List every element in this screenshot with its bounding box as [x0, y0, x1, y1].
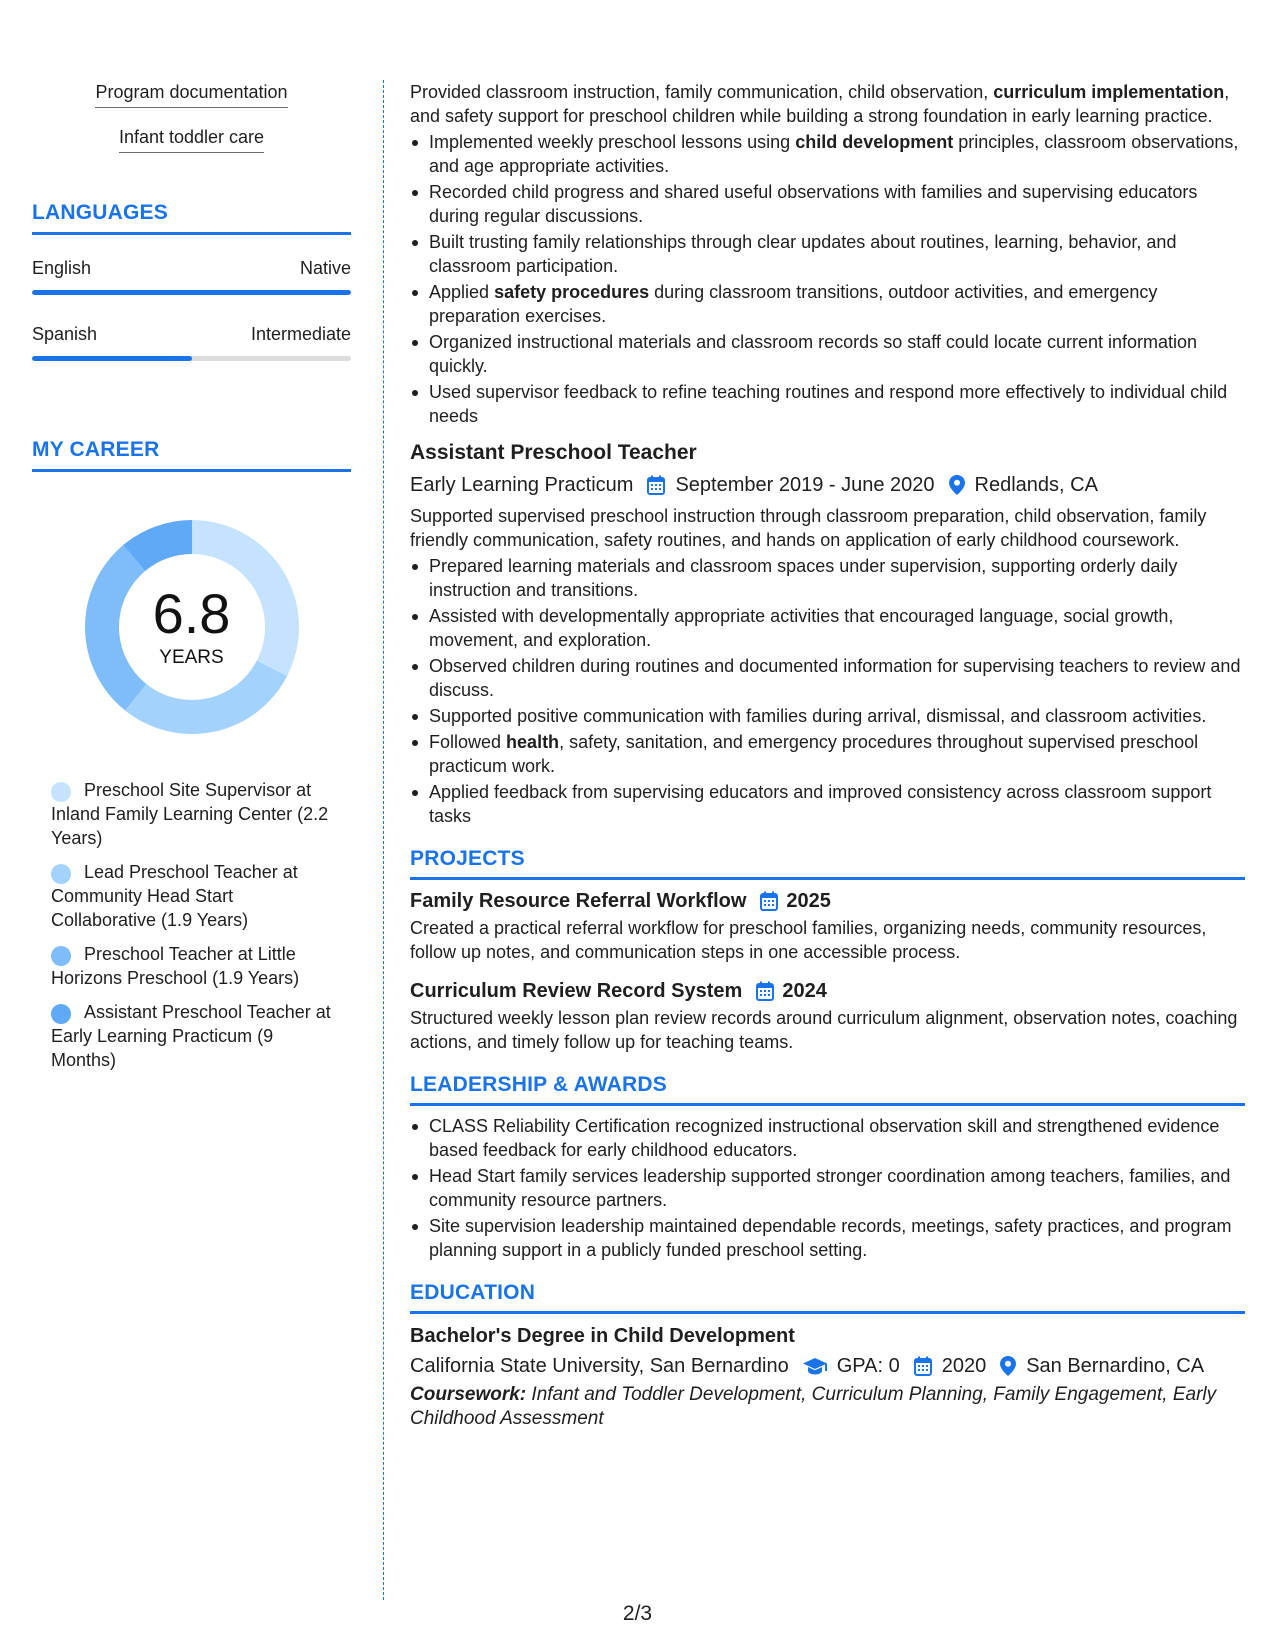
bullet-item: Recorded child progress and shared useful observations with families and supervising educators during regular discussions.	[410, 180, 1245, 228]
right-column	[410, 80, 1245, 1431]
project-year: 2025	[786, 890, 831, 912]
language-item	[32, 323, 351, 361]
projects-section	[410, 846, 1245, 1054]
left-column	[32, 80, 351, 1072]
graduation-year: 2020	[941, 1355, 987, 1377]
bullet-item: Followed health, safety, sanitation, and emergency procedures throughout supervised preschool practicum work.	[410, 730, 1245, 778]
section-rule	[32, 469, 351, 472]
job-title: Assistant Preschool Teacher	[410, 441, 697, 464]
degree-title: Bachelor's Degree in Child Development	[410, 1325, 795, 1347]
gpa: GPA: 0	[836, 1355, 900, 1377]
section-title-education: EDUCATION	[410, 1281, 536, 1304]
graduation-cap-icon	[803, 1357, 827, 1375]
coursework	[410, 1383, 1245, 1431]
legend-dot	[51, 864, 71, 884]
coursework-list: Infant and Toddler Development, Curriculum Planning, Family Engagement, Early Childhood Assessment	[410, 1384, 1217, 1429]
section-title-awards: LEADERSHIP & AWARDS	[410, 1073, 667, 1096]
calendar-icon	[760, 891, 778, 911]
career-donut-chart	[77, 512, 307, 742]
project-description: Structured weekly lesson plan review records around curriculum alignment, observation notes, coaching actions, and timely follow up for teaching teams.	[410, 1008, 1238, 1052]
experience-entry	[410, 440, 1245, 828]
column-divider	[383, 80, 384, 1600]
section-title-languages: LANGUAGES	[32, 201, 168, 224]
skill-tag: Program documentation	[95, 80, 287, 108]
proficiency-fill	[32, 356, 192, 361]
calendar-icon	[756, 981, 774, 1001]
language-level: Native	[299, 258, 351, 278]
bullet-item: Head Start family services leadership supported stronger coordination among teachers, families, and community resource partners.	[410, 1164, 1245, 1212]
section-title-career: MY CAREER	[32, 438, 160, 461]
languages-section	[32, 200, 351, 361]
legend-dot	[51, 946, 71, 966]
job-location: Redlands, CA	[974, 474, 1098, 496]
bullet-item: Applied feedback from supervising educators and improved consistency across classroom support tasks	[410, 780, 1245, 828]
career-total-value: 6.8	[152, 582, 231, 645]
bullet-item: Observed children during routines and documented information for supervising teachers to review and discuss.	[410, 654, 1245, 702]
career-section	[32, 437, 351, 1072]
project-header	[410, 978, 1245, 1004]
bullet-item: Supported positive communication with families during arrival, dismissal, and classroom activities.	[410, 704, 1245, 728]
job-bullets	[410, 554, 1245, 828]
section-rule	[32, 232, 351, 235]
education-meta	[410, 1353, 1245, 1379]
school-location: San Bernardino, CA	[1026, 1355, 1205, 1377]
project-name: Curriculum Review Record System	[410, 980, 743, 1002]
job-summary: Provided classroom instruction, family communication, child observation, curriculum implementation, and safety support for preschool children while building a strong foundation in early learning practice.	[410, 82, 1230, 126]
experience-entry	[410, 80, 1245, 428]
project-description: Created a practical referral workflow for preschool families, organizing needs, community resources, follow up notes, and communication steps in one accessible process.	[410, 918, 1207, 962]
calendar-icon	[914, 1356, 932, 1376]
project-header	[410, 888, 1245, 914]
language-name: Spanish	[32, 324, 98, 344]
location-pin-icon	[949, 475, 965, 495]
legend-dot	[51, 1004, 71, 1024]
location-pin-icon	[1000, 1356, 1016, 1376]
language-level: Intermediate	[250, 324, 351, 344]
legend-label: Preschool Site Supervisor at Inland Family Learning Center (2.2 Years)	[51, 780, 329, 848]
career-legend	[32, 778, 351, 1072]
language-item	[32, 257, 351, 295]
job-dates: September 2019 - June 2020	[675, 474, 935, 496]
bullet-item: Used supervisor feedback to refine teaching routines and respond more effectively to individual child needs	[410, 380, 1245, 428]
bullet-item: Built trusting family relationships through clear updates about routines, learning, behavior, and classroom participation.	[410, 230, 1245, 278]
calendar-icon	[647, 475, 665, 495]
page-number: 2/3	[622, 1602, 653, 1625]
job-bullets	[410, 130, 1245, 428]
education-section	[410, 1280, 1245, 1431]
language-name: English	[32, 258, 92, 278]
proficiency-fill	[32, 290, 351, 295]
bullet-item: Organized instructional materials and classroom records so staff could locate current information quickly.	[410, 330, 1245, 378]
awards-bullets	[410, 1114, 1245, 1262]
project-name: Family Resource Referral Workflow	[410, 890, 747, 912]
section-rule	[410, 1103, 1245, 1106]
section-rule	[410, 877, 1245, 880]
career-total-unit: YEARS	[159, 647, 224, 668]
legend-label: Preschool Teacher at Little Horizons Preschool (1.9 Years)	[51, 944, 300, 988]
proficiency-bar	[32, 356, 351, 361]
job-summary: Supported supervised preschool instruction through classroom preparation, child observation, family friendly communication, safety routines, and hands on application of early childhood coursework.	[410, 506, 1207, 550]
career-legend-item	[51, 778, 343, 850]
bullet-item: CLASS Reliability Certification recognized instructional observation skill and strengthened evidence based feedback for early childhood educators.	[410, 1114, 1245, 1162]
career-legend-item	[51, 1000, 343, 1072]
bullet-item: Assisted with developmentally appropriate activities that encouraged language, social growth, movement, and exploration.	[410, 604, 1245, 652]
section-title-projects: PROJECTS	[410, 847, 525, 870]
awards-section	[410, 1072, 1245, 1262]
legend-label: Assistant Preschool Teacher at Early Learning Practicum (9 Months)	[51, 1002, 331, 1070]
career-legend-item	[51, 942, 343, 990]
section-rule	[410, 1311, 1245, 1314]
coursework-label: Coursework:	[410, 1384, 527, 1405]
company-name: Early Learning Practicum	[410, 474, 634, 496]
legend-dot	[51, 782, 71, 802]
job-meta	[410, 472, 1245, 498]
skill-tag: Infant toddler care	[119, 125, 264, 153]
bullet-item: Site supervision leadership maintained dependable records, meetings, safety practices, and program planning support in a publicly funded preschool setting.	[410, 1214, 1245, 1262]
career-legend-item	[51, 860, 343, 932]
school-name: California State University, San Bernardino	[410, 1355, 789, 1377]
project-year: 2024	[782, 980, 827, 1002]
bullet-item: Implemented weekly preschool lessons using child development principles, classroom observations, and age appropriate activities.	[410, 130, 1245, 178]
bullet-item: Prepared learning materials and classroom spaces under supervision, supporting orderly daily instruction and transitions.	[410, 554, 1245, 602]
bullet-item: Applied safety procedures during classroom transitions, outdoor activities, and emergency preparation exercises.	[410, 280, 1245, 328]
proficiency-bar	[32, 290, 351, 295]
legend-label: Lead Preschool Teacher at Community Head Start Collaborative (1.9 Years)	[51, 862, 298, 930]
